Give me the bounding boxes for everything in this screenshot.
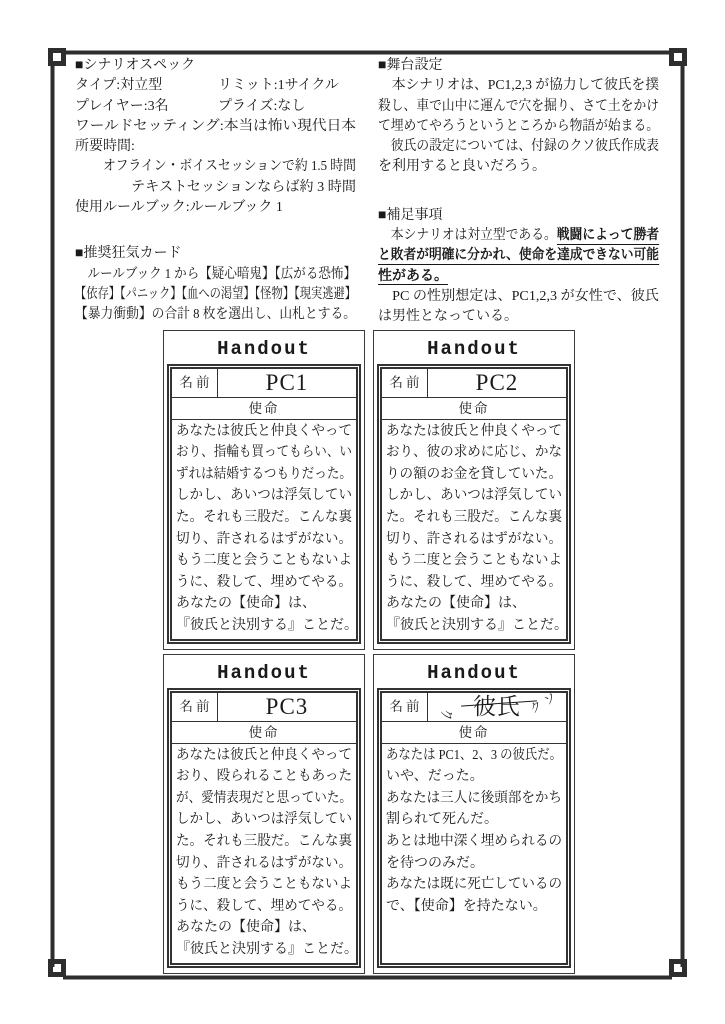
text-line <box>176 507 352 529</box>
text-line-content: あなたは PC1、2、3 の彼氏だ。 <box>386 747 562 763</box>
text-line-content: 『彼氏と決別する』ことだ。 <box>176 617 358 633</box>
spec-value: リミット:1サイクル <box>218 78 339 94</box>
page-content <box>75 56 660 974</box>
emphasis-text: 性がある。 <box>378 268 448 284</box>
text-line <box>386 896 562 918</box>
text-line <box>386 442 562 464</box>
text-line-content: 切り、許されるはずがない。 <box>386 531 562 547</box>
mission-label: 使命 <box>382 722 566 744</box>
text-line <box>378 117 659 137</box>
name-value <box>218 369 356 397</box>
text-line <box>75 305 356 325</box>
handout-inner-box <box>167 364 361 644</box>
text-line <box>386 529 562 551</box>
text-line-content: あなたの【使命】は、 <box>176 596 316 612</box>
scenario-spec-section <box>75 56 356 218</box>
text-line-content: オフライン・ボイスセッションで約 1.5 時間 <box>103 159 356 175</box>
text-line <box>176 442 352 464</box>
stage-setting-section <box>378 56 659 178</box>
mission-text <box>382 420 566 637</box>
right-column <box>378 56 659 328</box>
text-line-content: ルールブック 1 から【疑心暗鬼】【広がる恐怖】 <box>75 266 356 282</box>
text-line-content: もう二度と会うこともないよ <box>386 553 562 569</box>
text-line <box>176 550 352 572</box>
handout-inner-box <box>377 364 571 644</box>
text-line-content: 【暴力衝動】の合計 8 枚を選出し、山札とする。 <box>75 307 356 323</box>
supplementary-notes-section <box>378 206 659 328</box>
text-line <box>386 485 562 507</box>
text-line <box>176 485 352 507</box>
text-line-content: 本シナリオは、PC1,2,3 が協力して彼氏を撲 <box>378 78 659 94</box>
spec-label: タイプ:対立型 <box>75 78 163 94</box>
text-line <box>176 831 352 853</box>
text-line <box>176 896 352 918</box>
text-line-content: 彼氏の設定については、付録のクソ彼氏作成表 <box>378 139 659 155</box>
handout-card-boyfriend <box>373 654 575 974</box>
text-line-content: ■推奨狂気カード <box>75 246 182 262</box>
mission-text <box>382 744 566 918</box>
text-columns <box>75 56 660 328</box>
pc-name: PC1 <box>265 369 309 395</box>
spec-value: プライズ:なし <box>218 98 306 114</box>
text-line-content: いや、だった。 <box>386 769 484 785</box>
mission-text <box>172 744 356 961</box>
text-line-content: もう二度と会うこともないよ <box>176 553 352 569</box>
handout-title: Handout <box>427 337 521 360</box>
text-line <box>386 507 562 529</box>
text-line-content: ■シナリオスペック <box>75 58 196 73</box>
text-line <box>386 853 562 875</box>
text-line-content: 切り、許されるはずがない。 <box>176 855 352 871</box>
text-line-content: 『彼氏と決別する』ことだ。 <box>176 941 358 957</box>
text-line-content: ■舞台設定 <box>378 58 443 73</box>
frame-corner-ornament <box>672 51 685 64</box>
section-heading <box>75 56 356 76</box>
text-line <box>75 265 356 285</box>
name-row <box>382 687 566 724</box>
frame-corner-ornament <box>672 962 685 975</box>
text-line <box>75 76 356 96</box>
text-segment: 本シナリオは対立型である。 <box>378 228 557 244</box>
text-line-content: た。それも三股だ。こんな裏 <box>386 509 562 525</box>
text-line-content: ワールドセッティング:本当は怖い現代日本 <box>75 118 356 134</box>
name-label: 名前 <box>382 693 428 721</box>
text-line <box>176 917 352 939</box>
left-column <box>75 56 356 328</box>
text-line-content: うに、殺して、埋めてやる。 <box>386 574 562 590</box>
text-line-content: うに、殺して、埋めてやる。 <box>176 898 352 914</box>
text-line-content <box>378 226 659 246</box>
text-line-content <box>75 97 305 117</box>
handout-title: Handout <box>217 337 311 360</box>
name-row <box>382 369 566 398</box>
text-line <box>386 593 562 615</box>
handout-card-pc1 <box>163 330 365 650</box>
text-line-content: た。それも三股だ。こんな裏 <box>176 833 352 849</box>
text-line <box>75 117 356 137</box>
text-line-content: あなたは彼氏と仲良くやって <box>386 423 562 439</box>
text-line-content: が、愛情表現だと思っていた。 <box>176 790 352 806</box>
mission-label: 使命 <box>382 398 566 420</box>
mission-label: 使命 <box>172 398 356 420</box>
text-line-content: 『彼氏と決別する』ことだ。 <box>386 617 568 633</box>
text-line-content: あなたは彼氏と仲良くやって <box>176 747 352 763</box>
text-line-content: しかし、あいつは浮気してい <box>176 812 352 828</box>
text-line <box>386 766 562 788</box>
text-line-content: ずれは結婚するつもりだった。 <box>176 466 352 482</box>
text-line-content: テキストセッションならば約 3 時間 <box>131 179 356 195</box>
section-heading <box>378 206 659 226</box>
name-label: 名前 <box>382 369 428 397</box>
text-line <box>176 529 352 551</box>
name-row <box>172 369 356 398</box>
text-line-content: あなたの【使命】は、 <box>176 920 316 936</box>
text-line-content <box>378 246 659 266</box>
spec-label: プレイヤー:3名 <box>75 98 169 114</box>
name-label: 名前 <box>172 693 218 721</box>
text-line-content: もう二度と会うこともないよ <box>176 877 352 893</box>
text-line-content: おり、彼の求めに応じ、かな <box>386 445 562 461</box>
emphasis-text: と敗者が明確に分かれ、使命を達成できない可能 <box>378 248 659 264</box>
text-line-content: を利用すると良いだろう。 <box>378 159 546 175</box>
text-line-content: あなたは既に死亡しているの <box>386 877 562 893</box>
recommended-madness-cards-section <box>75 244 356 325</box>
text-line-content: 【依存】【パニック】【血への渇望】【怪物】【現実逃避】 <box>75 286 356 302</box>
pc-name: 彼氏 <box>473 693 521 719</box>
section-heading <box>75 244 356 264</box>
text-line <box>378 226 659 246</box>
text-line <box>176 853 352 875</box>
text-line <box>386 831 562 853</box>
text-line <box>176 874 352 896</box>
text-line-content: しかし、あいつは浮気してい <box>386 488 562 504</box>
emphasis-text: 戦闘によって勝者 <box>556 228 659 244</box>
name-value <box>218 693 356 721</box>
frame-corner-ornament <box>51 51 64 64</box>
text-line <box>75 198 356 218</box>
text-line <box>378 137 659 157</box>
text-line <box>176 809 352 831</box>
text-line <box>378 97 659 117</box>
text-line <box>75 97 356 117</box>
handwritten-graffiti: クソ <box>527 687 563 716</box>
text-line <box>378 157 659 177</box>
text-line <box>75 178 356 198</box>
frame-corner-ornament <box>51 962 64 975</box>
text-line-content <box>75 76 339 96</box>
text-line <box>386 572 562 594</box>
text-line <box>176 615 358 637</box>
text-line-content: あなたは三人に後頭部をかち <box>386 790 562 806</box>
text-line <box>176 766 352 788</box>
handout-title: Handout <box>427 661 521 684</box>
text-line <box>386 745 562 767</box>
text-line <box>378 287 659 307</box>
name-value <box>428 687 566 724</box>
name-value <box>428 369 566 397</box>
text-line <box>386 464 562 486</box>
text-line <box>176 939 358 961</box>
text-line-content: 所要時間: <box>75 139 135 155</box>
text-line-content <box>378 267 448 287</box>
text-line-content: た。それも三股だ。こんな裏 <box>176 509 352 525</box>
text-line-content: PC の性別想定は、PC1,2,3 が女性で、彼氏 <box>378 288 659 304</box>
text-line-content: うに、殺して、埋めてやる。 <box>176 574 352 590</box>
text-line <box>75 137 356 157</box>
mission-label: 使命 <box>172 722 356 744</box>
handout-cards-grid <box>163 330 660 974</box>
handout-title: Handout <box>217 661 311 684</box>
name-row <box>172 693 356 722</box>
text-line <box>378 246 659 266</box>
text-line-content: て埋めてやろうというところから物語が始まる。 <box>378 118 659 134</box>
pc-name: PC2 <box>475 369 519 395</box>
text-line-content: 割られて死んだ。 <box>386 812 498 828</box>
text-line <box>386 874 562 896</box>
text-line-content: あとは地中深く埋められるの <box>386 833 562 849</box>
handout-card-pc3 <box>163 654 365 974</box>
text-line <box>386 788 562 810</box>
text-line <box>378 76 659 96</box>
text-line <box>176 745 352 767</box>
text-line-content: おり、殴られることもあった <box>176 769 352 785</box>
handwritten-graffiti: ク <box>438 706 456 724</box>
text-line-content: 殺し、車で山中に運んで穴を掘り、さて土をかけ <box>378 98 659 114</box>
section-heading <box>378 56 659 76</box>
text-line <box>75 285 356 305</box>
handout-inner-box <box>167 688 361 968</box>
text-line-content: は男性となっている。 <box>378 309 518 325</box>
text-line <box>176 464 352 486</box>
text-line <box>386 615 568 637</box>
text-line-content: あなたは彼氏と仲良くやって <box>176 423 352 439</box>
text-line-content: 使用ルールブック:ルールブック 1 <box>75 200 283 216</box>
text-line <box>386 550 562 572</box>
text-line-content: しかし、あいつは浮気してい <box>176 488 352 504</box>
text-line <box>176 788 352 810</box>
text-line <box>386 809 562 831</box>
text-line-content: りの額のお金を貸していた。 <box>386 466 562 482</box>
text-line-content: を待つのみだ。 <box>386 855 484 871</box>
name-label: 名前 <box>172 369 218 397</box>
text-line-content: 切り、許されるはずがない。 <box>176 531 352 547</box>
text-line <box>176 572 352 594</box>
text-line-content: おり、指輪も買ってもらい、い <box>176 445 352 461</box>
text-line <box>378 307 659 327</box>
text-line <box>176 421 352 443</box>
text-line <box>176 593 352 615</box>
text-line <box>378 267 659 287</box>
text-line <box>386 421 562 443</box>
pc-name: PC3 <box>265 693 309 719</box>
handout-card-pc2 <box>373 330 575 650</box>
text-line-content: で、【使命】を持たない。 <box>386 898 547 914</box>
text-line <box>75 157 356 177</box>
text-line-content: あなたの【使命】は、 <box>386 596 526 612</box>
mission-text <box>172 420 356 637</box>
handout-inner-box <box>377 688 571 968</box>
text-line-content: ■補足事項 <box>378 207 443 223</box>
